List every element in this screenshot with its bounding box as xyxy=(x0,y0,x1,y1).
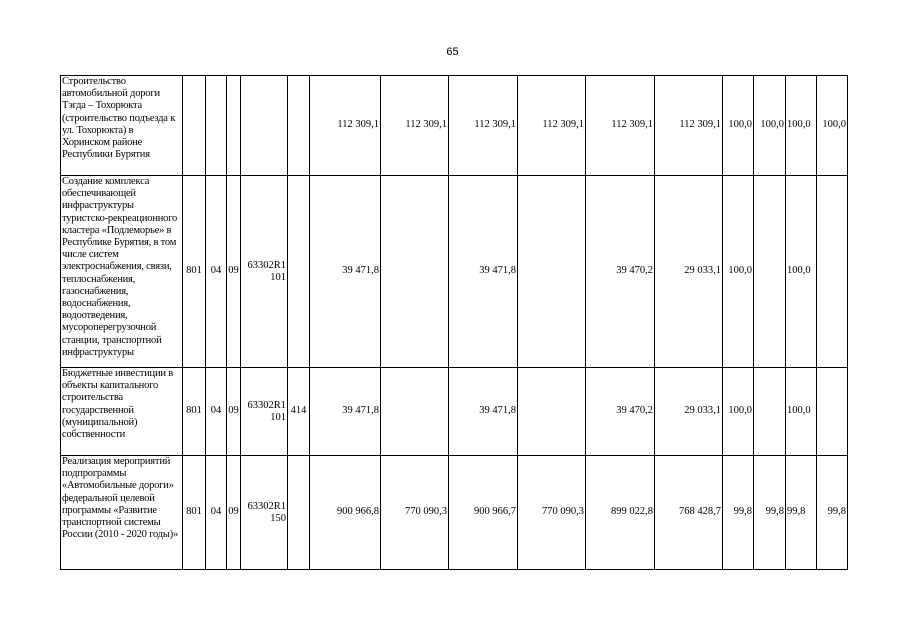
cell-expense-type-code xyxy=(288,176,310,368)
cell-section-code: 04 xyxy=(206,176,227,368)
cell-value-5: 112 309,1 xyxy=(586,76,655,176)
cell-percent-3: 100,0 xyxy=(786,76,817,176)
cell-subsection-code xyxy=(227,76,241,176)
cell-expense-type-code: 414 xyxy=(288,368,310,456)
cell-subsection-code: 09 xyxy=(227,456,241,570)
cell-percent-2 xyxy=(754,176,786,368)
cell-percent-1: 100,0 xyxy=(723,368,754,456)
csr-main-code: 63302R1 xyxy=(247,399,286,411)
cell-value-6: 112 309,1 xyxy=(655,76,723,176)
cell-section-code xyxy=(206,76,227,176)
cell-value-3: 39 471,8 xyxy=(449,176,518,368)
cell-percent-4 xyxy=(817,368,848,456)
csr-sub-code: 101 xyxy=(270,411,286,423)
cell-percent-2: 99,8 xyxy=(754,456,786,570)
cell-percent-4 xyxy=(817,176,848,368)
cell-target-article-code xyxy=(241,176,288,368)
cell-section-code: 04 xyxy=(206,368,227,456)
cell-value-3: 112 309,1 xyxy=(449,76,518,176)
csr-sub-code: 150 xyxy=(270,512,286,524)
cell-target-article-code xyxy=(241,368,288,456)
cell-name: Реализация мероприятий подпрограммы «Автомобильные дороги» федеральной целевой программы «Развитие транспортной системы России (2010 - 2020 годы)» xyxy=(61,456,183,570)
cell-percent-1: 100,0 xyxy=(723,176,754,368)
cell-value-3: 900 966,7 xyxy=(449,456,518,570)
cell-grbs-code xyxy=(183,76,206,176)
cell-percent-3: 100,0 xyxy=(786,368,817,456)
table-row xyxy=(61,76,848,176)
cell-value-6: 768 428,7 xyxy=(655,456,723,570)
table-row xyxy=(61,456,848,570)
cell-name: Бюджетные инвестиции в объекты капитального строительства государственной (муниципальной) собственности xyxy=(61,368,183,456)
cell-target-article-code xyxy=(241,76,288,176)
csr-sub-code: 101 xyxy=(270,271,286,283)
cell-name: Создание комплекса обеспечивающей инфраструктуры туристско-рекреационного кластера «Подлеморье» в Республике Бурятия, в том числе систем электроснабжения, связи, теплоснабжения, газоснабжения, водоснабжения, водоотведения, мусороперегрузочной станции, транспортной инфраструктуры xyxy=(61,176,183,368)
budget-table xyxy=(60,75,848,570)
table-row xyxy=(61,176,848,368)
csr-main-code: 63302R1 xyxy=(247,500,286,512)
cell-percent-3: 100,0 xyxy=(786,176,817,368)
cell-expense-type-code xyxy=(288,76,310,176)
cell-value-1: 112 309,1 xyxy=(310,76,381,176)
cell-value-1: 39 471,8 xyxy=(310,368,381,456)
cell-value-2 xyxy=(381,368,449,456)
cell-value-5: 899 022,8 xyxy=(586,456,655,570)
cell-value-5: 39 470,2 xyxy=(586,368,655,456)
cell-percent-1: 100,0 xyxy=(723,76,754,176)
table-row xyxy=(61,368,848,456)
cell-value-1: 900 966,8 xyxy=(310,456,381,570)
cell-target-article-code xyxy=(241,456,288,570)
cell-percent-3: 99,8 xyxy=(786,456,817,570)
cell-expense-type-code xyxy=(288,456,310,570)
cell-value-4: 112 309,1 xyxy=(518,76,586,176)
cell-percent-2 xyxy=(754,368,786,456)
cell-value-6: 29 033,1 xyxy=(655,368,723,456)
page-number: 65 xyxy=(446,46,459,58)
cell-value-3: 39 471,8 xyxy=(449,368,518,456)
cell-value-2: 770 090,3 xyxy=(381,456,449,570)
cell-section-code: 04 xyxy=(206,456,227,570)
cell-grbs-code: 801 xyxy=(183,456,206,570)
cell-value-2: 112 309,1 xyxy=(381,76,449,176)
cell-percent-4: 99,8 xyxy=(817,456,848,570)
cell-value-5: 39 470,2 xyxy=(586,176,655,368)
cell-value-4: 770 090,3 xyxy=(518,456,586,570)
csr-main-code: 63302R1 xyxy=(247,259,286,271)
cell-name: Строительство автомобильной дороги Тэгда – Тохорюкта (строительство подъезда к ул. Тохорюкта) в Хоринском районе Республики Бурятия xyxy=(61,76,183,176)
cell-value-4 xyxy=(518,368,586,456)
cell-value-2 xyxy=(381,176,449,368)
cell-percent-2: 100,0 xyxy=(754,76,786,176)
cell-percent-4: 100,0 xyxy=(817,76,848,176)
cell-value-6: 29 033,1 xyxy=(655,176,723,368)
cell-subsection-code: 09 xyxy=(227,368,241,456)
cell-value-1: 39 471,8 xyxy=(310,176,381,368)
cell-percent-1: 99,8 xyxy=(723,456,754,570)
cell-grbs-code: 801 xyxy=(183,176,206,368)
cell-grbs-code: 801 xyxy=(183,368,206,456)
cell-subsection-code: 09 xyxy=(227,176,241,368)
cell-value-4 xyxy=(518,176,586,368)
